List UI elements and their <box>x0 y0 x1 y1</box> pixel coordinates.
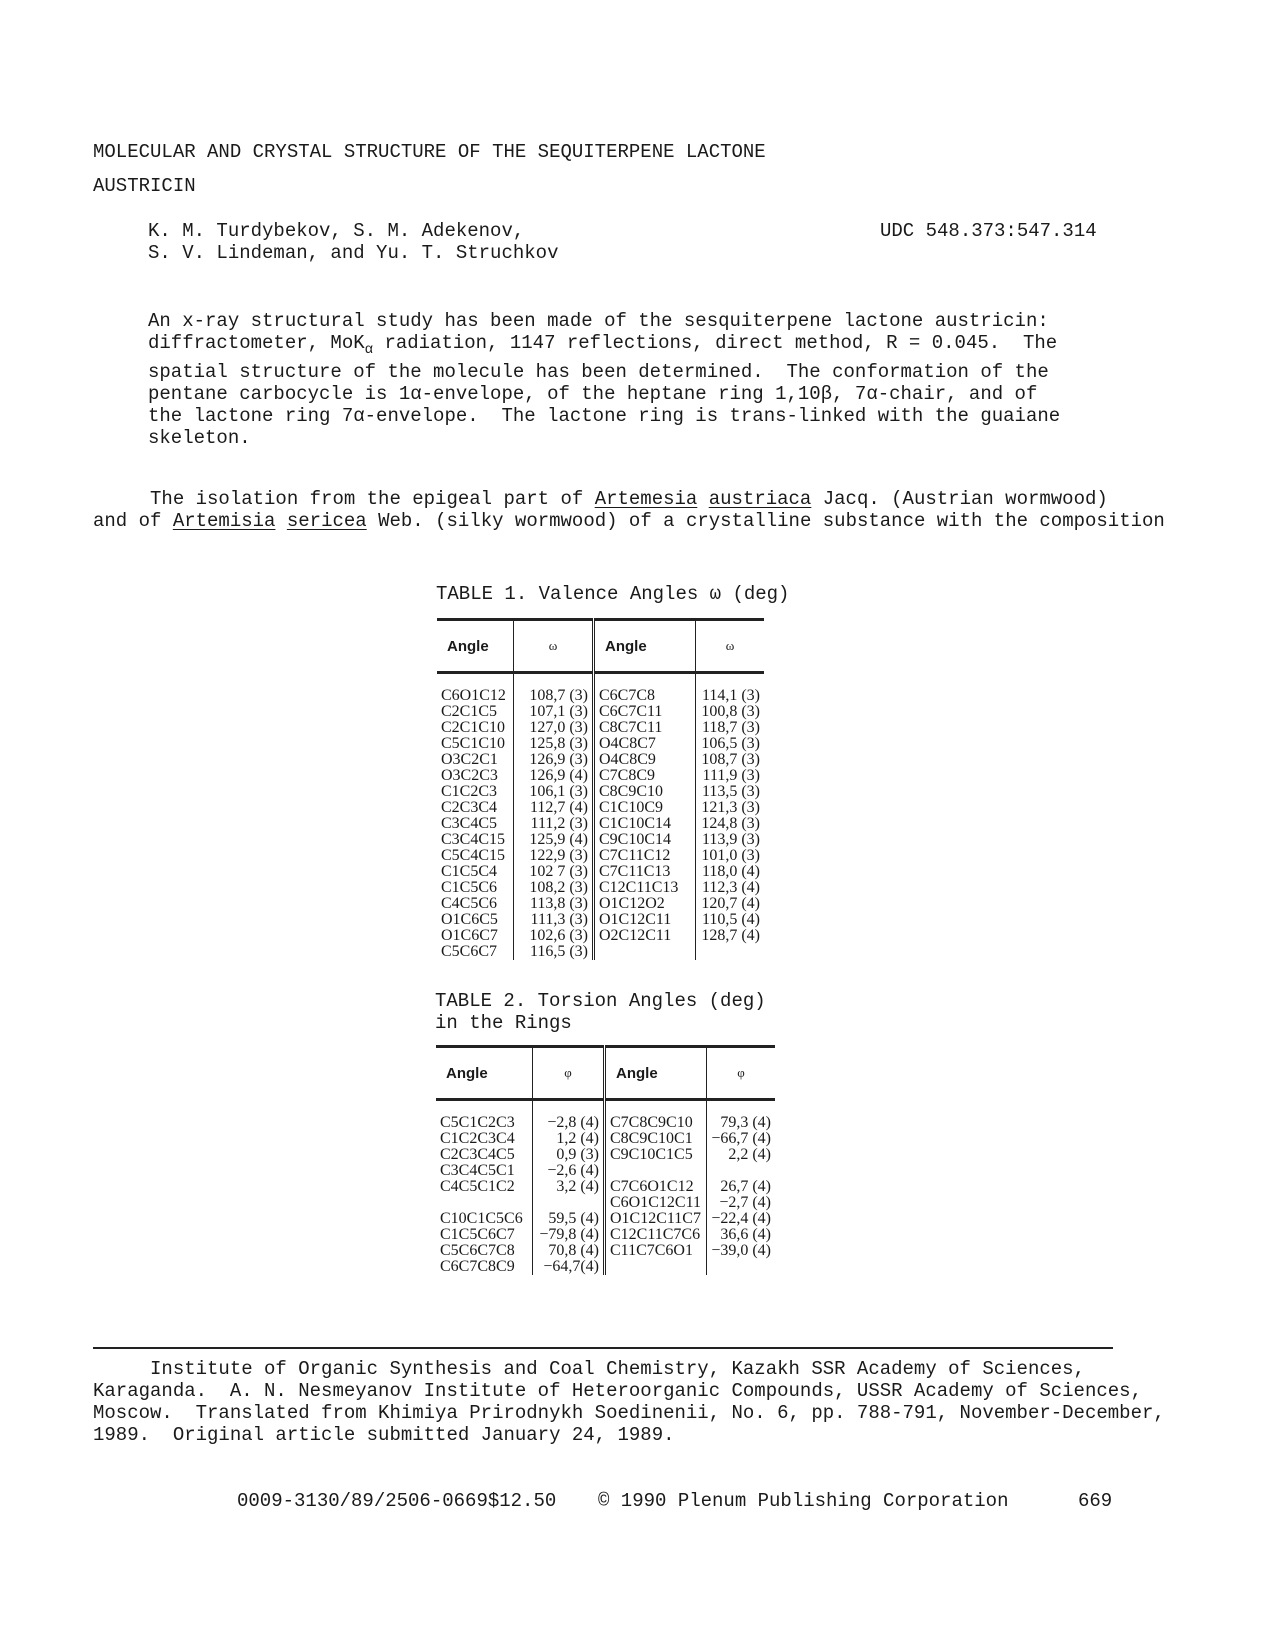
value-cell: 112,3 (4) <box>696 880 765 896</box>
footnote-line-4: 1989. Original article submitted January 24, 1989. <box>93 1424 675 1446</box>
angle-cell: C2C1C5 <box>441 703 498 720</box>
value-cell: 112,7 (4) <box>514 800 594 816</box>
angle-cell: C5C6C7 <box>441 943 498 960</box>
angle-cell: C4C5C1C2 <box>440 1178 515 1195</box>
footnote <box>93 1358 1165 1446</box>
angle-cell: C3C4C5 <box>441 815 498 832</box>
angle-cell: C1C2C3 <box>441 783 498 800</box>
abstract-line-1: An x-ray structural study has been made of the sesquiterpene lactone austricin: <box>148 310 1049 332</box>
footnote-line-1: Institute of Organic Synthesis and Coal Chemistry, Kazakh SSR Academy of Sciences, <box>93 1358 1085 1380</box>
value-cell: 111,9 (3) <box>696 768 765 784</box>
value-cell: 1,2 (4) <box>533 1131 605 1147</box>
value-cell: 59,5 (4) <box>533 1211 605 1227</box>
abstract-line-2-a: diffractometer, MoK <box>148 332 365 354</box>
table-row <box>436 1259 775 1275</box>
angle-cell: O1C12C11C7 <box>605 1211 707 1227</box>
value-cell: 110,5 (4) <box>696 912 765 928</box>
angle-cell: C8C9C10 <box>594 784 696 800</box>
value-cell: 102 7 (3) <box>514 864 594 880</box>
table-row <box>437 880 764 896</box>
table-row <box>437 768 764 784</box>
value-cell: 122,9 (3) <box>514 848 594 864</box>
value-cell: 2,2 (4) <box>707 1147 776 1163</box>
table1-header-angle: Angle <box>437 620 514 673</box>
species-name: sericea <box>286 510 367 532</box>
value-cell: −66,7 (4) <box>707 1131 776 1147</box>
value-cell: 121,3 (3) <box>696 800 765 816</box>
intro-paragraph <box>93 488 1165 532</box>
value-cell: −2,6 (4) <box>533 1163 605 1179</box>
angle-cell: C7C8C9C10 <box>605 1100 707 1132</box>
angle-cell: C3C4C15 <box>441 831 506 848</box>
intro-text: and of <box>93 510 173 532</box>
intro-text: The isolation from the epigeal part of <box>93 488 595 510</box>
angle-cell: O3C2C3 <box>441 767 498 784</box>
angle-cell: C1C2C3C4 <box>440 1130 515 1147</box>
abstract-line-2 <box>148 332 1058 361</box>
value-cell: 108,7 (3) <box>696 752 765 768</box>
angle-cell <box>436 1195 533 1211</box>
value-cell: −22,4 (4) <box>707 1211 776 1227</box>
value-cell: 102,6 (3) <box>514 928 594 944</box>
value-cell: −64,7(4) <box>533 1259 605 1275</box>
angle-cell: C9C10C14 <box>594 832 696 848</box>
value-cell: −2,7 (4) <box>707 1195 776 1211</box>
value-cell: 120,7 (4) <box>696 896 765 912</box>
angle-cell: C1C10C9 <box>594 800 696 816</box>
value-cell: 113,8 (3) <box>514 896 594 912</box>
table-row <box>437 704 764 720</box>
angle-cell: C3C4C5C1 <box>440 1162 515 1179</box>
angle-cell: C6C7C11 <box>594 704 696 720</box>
table-row <box>436 1227 775 1243</box>
value-cell: 126,9 (3) <box>514 752 594 768</box>
value-cell: 100,8 (3) <box>696 704 765 720</box>
table1-header-angle-2: Angle <box>594 620 696 673</box>
authors-line-2: S. V. Lindeman, and Yu. T. Struchkov <box>148 242 559 264</box>
angle-cell: C8C9C10C1 <box>605 1131 707 1147</box>
table2-header-phi-2: φ <box>707 1047 776 1100</box>
value-cell: 111,2 (3) <box>514 816 594 832</box>
intro-line-2 <box>93 510 1165 532</box>
angle-cell: C10C1C5C6 <box>440 1210 523 1227</box>
angle-cell: O1C12C11 <box>594 912 696 928</box>
value-cell: 126,9 (4) <box>514 768 594 784</box>
table-row <box>437 720 764 736</box>
angle-cell: O1C12O2 <box>594 896 696 912</box>
angle-cell: C5C4C15 <box>441 847 506 864</box>
intro-text: Jacq. (Austrian wormwood) <box>811 488 1108 510</box>
angle-cell: C7C6O1C12 <box>605 1179 707 1195</box>
table-row <box>437 864 764 880</box>
table-row <box>437 736 764 752</box>
table-row <box>436 1147 775 1163</box>
footnote-divider <box>93 1347 1113 1349</box>
value-cell: 113,9 (3) <box>696 832 765 848</box>
table2-header-phi: φ <box>533 1047 605 1100</box>
alpha-subscript: α <box>364 341 374 358</box>
species-name: austriaca <box>708 488 812 510</box>
table-row <box>436 1163 775 1179</box>
angle-cell: C4C5C6 <box>441 895 498 912</box>
species-name: Artemesia <box>594 488 698 510</box>
angle-cell: C1C5C6 <box>441 879 498 896</box>
table-row <box>437 928 764 944</box>
abstract-line-5: the lactone ring 7α-envelope. The lactone ring is trans-linked with the guaiane <box>148 404 1061 427</box>
angle-cell: C5C6C7C8 <box>440 1242 515 1259</box>
angle-cell: C6C7C8 <box>594 673 696 705</box>
value-cell: 125,9 (4) <box>514 832 594 848</box>
table-row <box>437 944 764 960</box>
angle-cell <box>605 1259 707 1275</box>
value-cell <box>533 1195 605 1211</box>
value-cell <box>707 1259 776 1275</box>
angle-cell: O3C2C1 <box>441 751 498 768</box>
valence-angles-table <box>437 618 764 960</box>
value-cell: 128,7 (4) <box>696 928 765 944</box>
angle-cell: C1C5C6C7 <box>440 1226 515 1243</box>
table2-caption-line-1: TABLE 2. Torsion Angles (deg) <box>435 990 766 1012</box>
angle-cell: C2C3C4 <box>441 799 498 816</box>
value-cell: 106,1 (3) <box>514 784 594 800</box>
angle-cell: C2C1C10 <box>441 719 506 736</box>
value-cell: −79,8 (4) <box>533 1227 605 1243</box>
angle-cell: O4C8C9 <box>594 752 696 768</box>
value-cell: 118,7 (3) <box>696 720 765 736</box>
angle-cell <box>594 944 696 960</box>
angle-cell: C11C7C6O1 <box>605 1243 707 1259</box>
angle-cell: O4C8C7 <box>594 736 696 752</box>
intro-line-1 <box>93 488 1165 510</box>
authors-line-1: K. M. Turdybekov, S. M. Adekenov, <box>148 220 525 242</box>
table-row <box>436 1211 775 1227</box>
value-cell: 108,7 (3) <box>514 673 594 705</box>
table1-caption: TABLE 1. Valence Angles ω (deg) <box>436 583 790 605</box>
table-row <box>437 673 764 705</box>
abstract-line-3: spatial structure of the molecule has been determined. The conformation of the <box>148 360 1049 383</box>
angle-cell: O1C6C7 <box>441 927 498 944</box>
table2-caption <box>435 990 766 1034</box>
angle-cell: C6C7C8C9 <box>440 1258 515 1275</box>
table2-caption-line-2: in the Rings <box>435 1012 572 1034</box>
value-cell: 118,0 (4) <box>696 864 765 880</box>
value-cell: 101,0 (3) <box>696 848 765 864</box>
angle-cell: C5C1C10 <box>441 735 506 752</box>
angle-cell: C5C1C2C3 <box>440 1114 515 1131</box>
table-row <box>437 896 764 912</box>
value-cell: 108,2 (3) <box>514 880 594 896</box>
table-row <box>436 1195 775 1211</box>
value-cell: 114,1 (3) <box>696 673 765 705</box>
table-row <box>437 752 764 768</box>
angle-cell: O1C6C5 <box>441 911 498 928</box>
angle-cell: C7C8C9 <box>594 768 696 784</box>
value-cell: −2,8 (4) <box>533 1100 605 1132</box>
value-cell: 107,1 (3) <box>514 704 594 720</box>
intro-text: Web. (silky wormwood) of a crystalline substance with the composition <box>366 510 1165 532</box>
abstract <box>148 310 1061 449</box>
value-cell: 106,5 (3) <box>696 736 765 752</box>
footnote-line-3: Moscow. Translated from Khimiya Prirodnykh Soedinenii, No. 6, pp. 788-791, November-December, <box>93 1402 1165 1424</box>
value-cell: 3,2 (4) <box>533 1179 605 1195</box>
angle-cell: C7C11C12 <box>594 848 696 864</box>
torsion-angles-table <box>436 1045 775 1275</box>
value-cell: 127,0 (3) <box>514 720 594 736</box>
authors <box>148 220 558 264</box>
title-line-1: MOLECULAR AND CRYSTAL STRUCTURE OF THE SEQUITERPENE LACTONE <box>93 141 766 163</box>
angle-cell: C7C11C13 <box>594 864 696 880</box>
table-row <box>436 1243 775 1259</box>
table1-body <box>437 673 764 961</box>
article-title <box>93 141 766 209</box>
angle-cell: C8C7C11 <box>594 720 696 736</box>
value-cell: 113,5 (3) <box>696 784 765 800</box>
value-cell: 124,8 (3) <box>696 816 765 832</box>
table-row <box>437 832 764 848</box>
angle-cell <box>605 1163 707 1179</box>
angle-cell: C6O1C12C11 <box>605 1195 707 1211</box>
page-number: 669 <box>1078 1490 1113 1512</box>
copyright: © 1990 Plenum Publishing Corporation <box>598 1490 1009 1512</box>
angle-cell: C12C11C13 <box>594 880 696 896</box>
angle-cell: C1C10C14 <box>594 816 696 832</box>
space <box>697 488 708 510</box>
angle-cell: C9C10C1C5 <box>605 1147 707 1163</box>
value-cell: 125,8 (3) <box>514 736 594 752</box>
value-cell: −39,0 (4) <box>707 1243 776 1259</box>
value-cell: 116,5 (3) <box>514 944 594 960</box>
value-cell <box>696 944 765 960</box>
table2-body <box>436 1100 775 1276</box>
value-cell: 0,9 (3) <box>533 1147 605 1163</box>
angle-cell: C12C11C7C6 <box>605 1227 707 1243</box>
value-cell: 70,8 (4) <box>533 1243 605 1259</box>
table-row <box>436 1100 775 1132</box>
udc-code: UDC 548.373:547.314 <box>880 220 1097 242</box>
abstract-line-4: pentane carbocycle is 1α-envelope, of the heptane ring 1,10β, 7α-chair, and of <box>148 382 1038 405</box>
table2-header-angle-2: Angle <box>605 1047 707 1100</box>
table1-header-omega: ω <box>514 620 594 673</box>
table-row <box>436 1179 775 1195</box>
abstract-line-6: skeleton. <box>148 426 251 449</box>
footnote-line-2: Karaganda. A. N. Nesmeyanov Institute of Heteroorganic Compounds, USSR Academy of Sciences, <box>93 1380 1142 1402</box>
table-row <box>437 912 764 928</box>
title-line-2: AUSTRICIN <box>93 175 196 197</box>
value-cell: 26,7 (4) <box>707 1179 776 1195</box>
angle-cell: C2C3C4C5 <box>440 1146 515 1163</box>
table1-header-omega-2: ω <box>696 620 765 673</box>
angle-cell: O2C12C11 <box>594 928 696 944</box>
table2-header-angle: Angle <box>436 1047 533 1100</box>
space <box>275 510 286 532</box>
angle-cell: C6O1C12 <box>441 687 506 704</box>
value-cell <box>707 1163 776 1179</box>
value-cell: 111,3 (3) <box>514 912 594 928</box>
table-row <box>436 1131 775 1147</box>
abstract-line-2-b: radiation, 1147 reflections, direct method, R = 0.045. The <box>373 332 1058 354</box>
value-cell: 79,3 (4) <box>707 1100 776 1132</box>
table-row <box>437 784 764 800</box>
table-row <box>437 816 764 832</box>
table-row <box>437 800 764 816</box>
value-cell: 36,6 (4) <box>707 1227 776 1243</box>
species-name: Artemisia <box>172 510 276 532</box>
angle-cell: C1C5C4 <box>441 863 498 880</box>
publication-code: 0009-3130/89/2506-0669$12.50 <box>237 1490 557 1512</box>
table-row <box>437 848 764 864</box>
